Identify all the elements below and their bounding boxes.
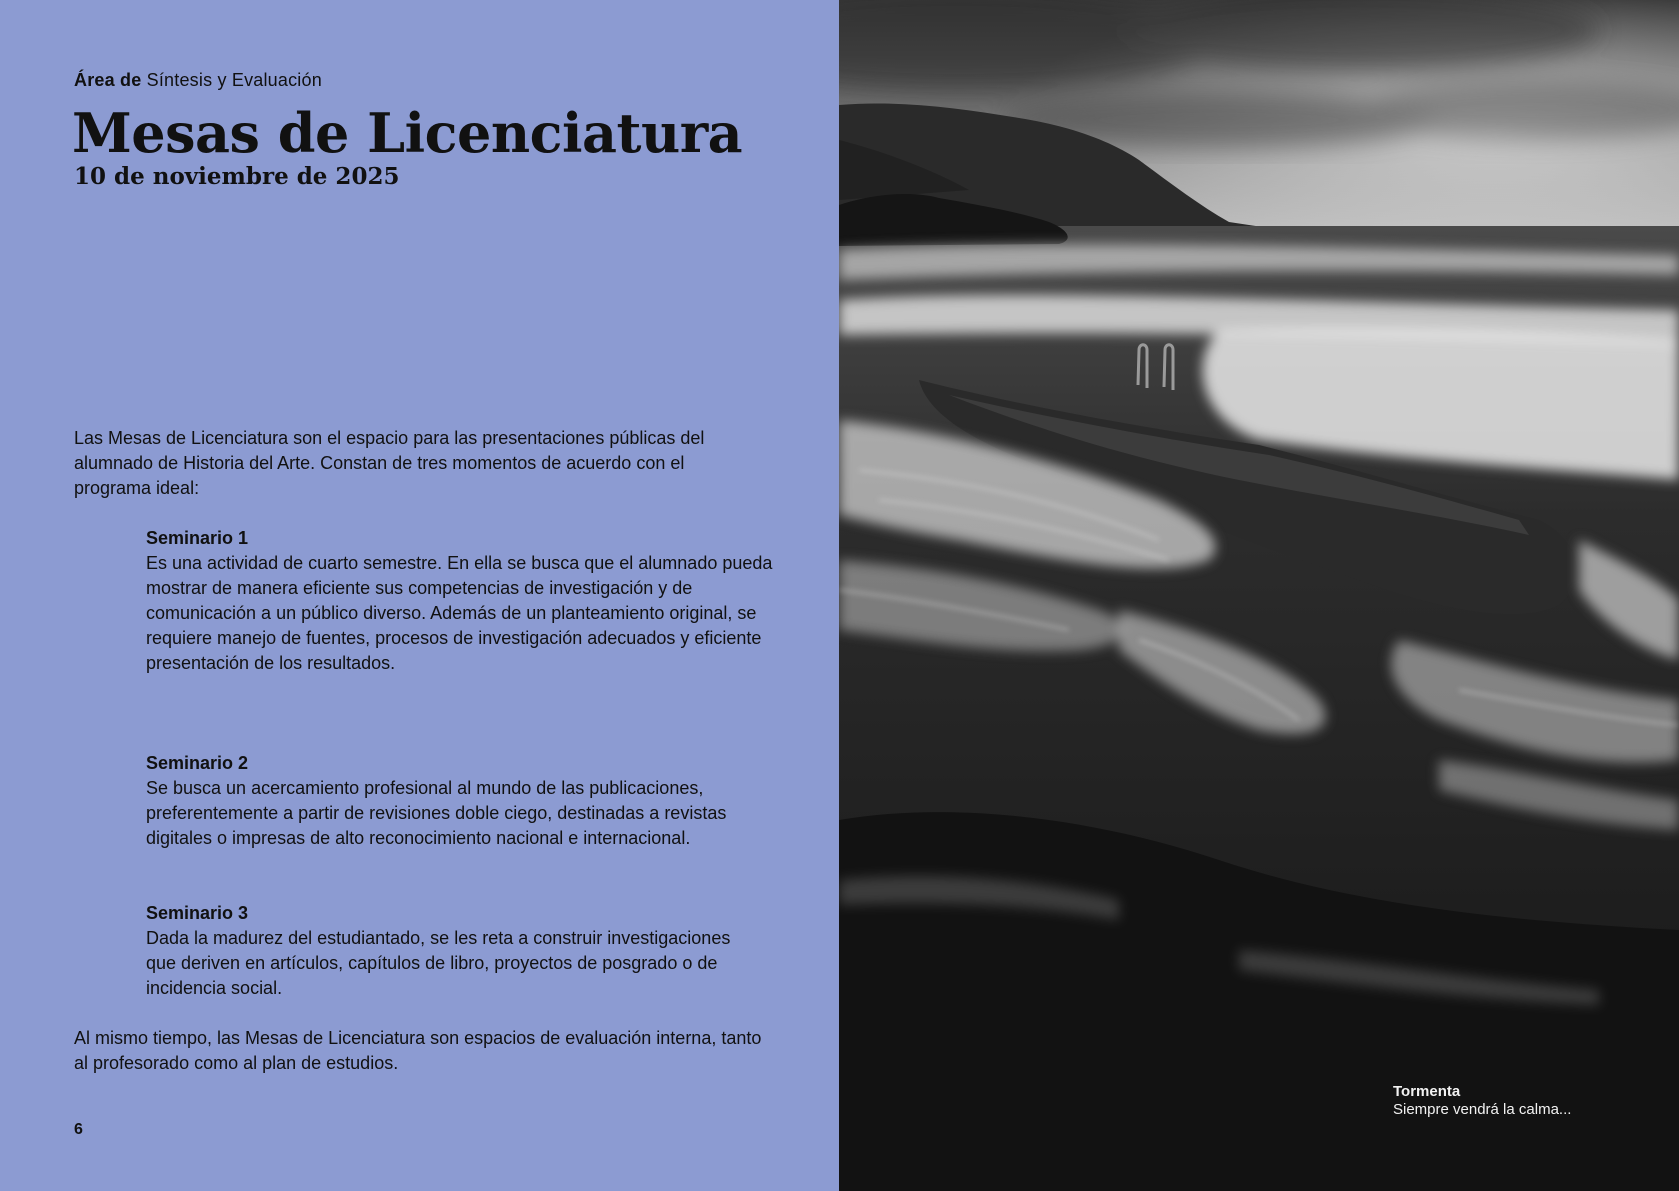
- area-kicker: [74, 70, 322, 91]
- storm-seascape-photo: [839, 0, 1679, 1191]
- page-title: Mesas de Licenciatura: [72, 101, 743, 165]
- outro-paragraph: Al mismo tiempo, las Mesas de Licenciatura son espacios de evaluación interna, tanto al profesorado como al plan de estudios.: [74, 1028, 762, 1073]
- seminar-title: Seminario 1: [146, 528, 249, 548]
- seminar-body: Es una actividad de cuarto semestre. En ella se busca que el alumnado pueda mostrar de manera eficiente sus competencias de investigación y de comunicación a un público diverso. Además de un planteamiento original, se requiere manejo de fuentes, procesos de investigación adecuados y eficiente presentación de los resultados.: [146, 553, 773, 673]
- seminar-body: Se busca un acercamiento profesional al mundo de las publicaciones, preferentemente a partir de revisiones doble ciego, destinadas a revistas digitales o impresas de alto reconocimiento nacional e internacional.: [146, 778, 727, 848]
- seminar-3: [146, 901, 746, 1001]
- photo-caption: [1393, 1083, 1571, 1119]
- seminar-1: [146, 526, 776, 676]
- seminar-2: [146, 751, 746, 851]
- left-page: [0, 0, 839, 1191]
- seminar-title: Seminario 3: [146, 903, 249, 923]
- seminar-title: Seminario 2: [146, 753, 249, 773]
- page-number: 6: [74, 1121, 83, 1138]
- right-page: [839, 0, 1679, 1191]
- caption-subtitle: Siempre vendrá la calma...: [1393, 1101, 1572, 1118]
- intro-paragraph: Las Mesas de Licenciatura son el espacio para las presentaciones públicas del alumnado de Historia del Arte. Constan de tres momentos de acuerdo con el programa ideal:: [74, 428, 705, 498]
- event-date: 10 de noviembre de 2025: [74, 163, 400, 190]
- kicker-bold: Área de: [74, 70, 142, 90]
- caption-title: Tormenta: [1393, 1083, 1461, 1100]
- kicker-rest: Síntesis y Evaluación: [141, 70, 322, 90]
- seminar-body: Dada la madurez del estudiantado, se les reta a construir investigaciones que deriven en artículos, capítulos de libro, proyectos de posgrado o de incidencia social.: [146, 928, 731, 998]
